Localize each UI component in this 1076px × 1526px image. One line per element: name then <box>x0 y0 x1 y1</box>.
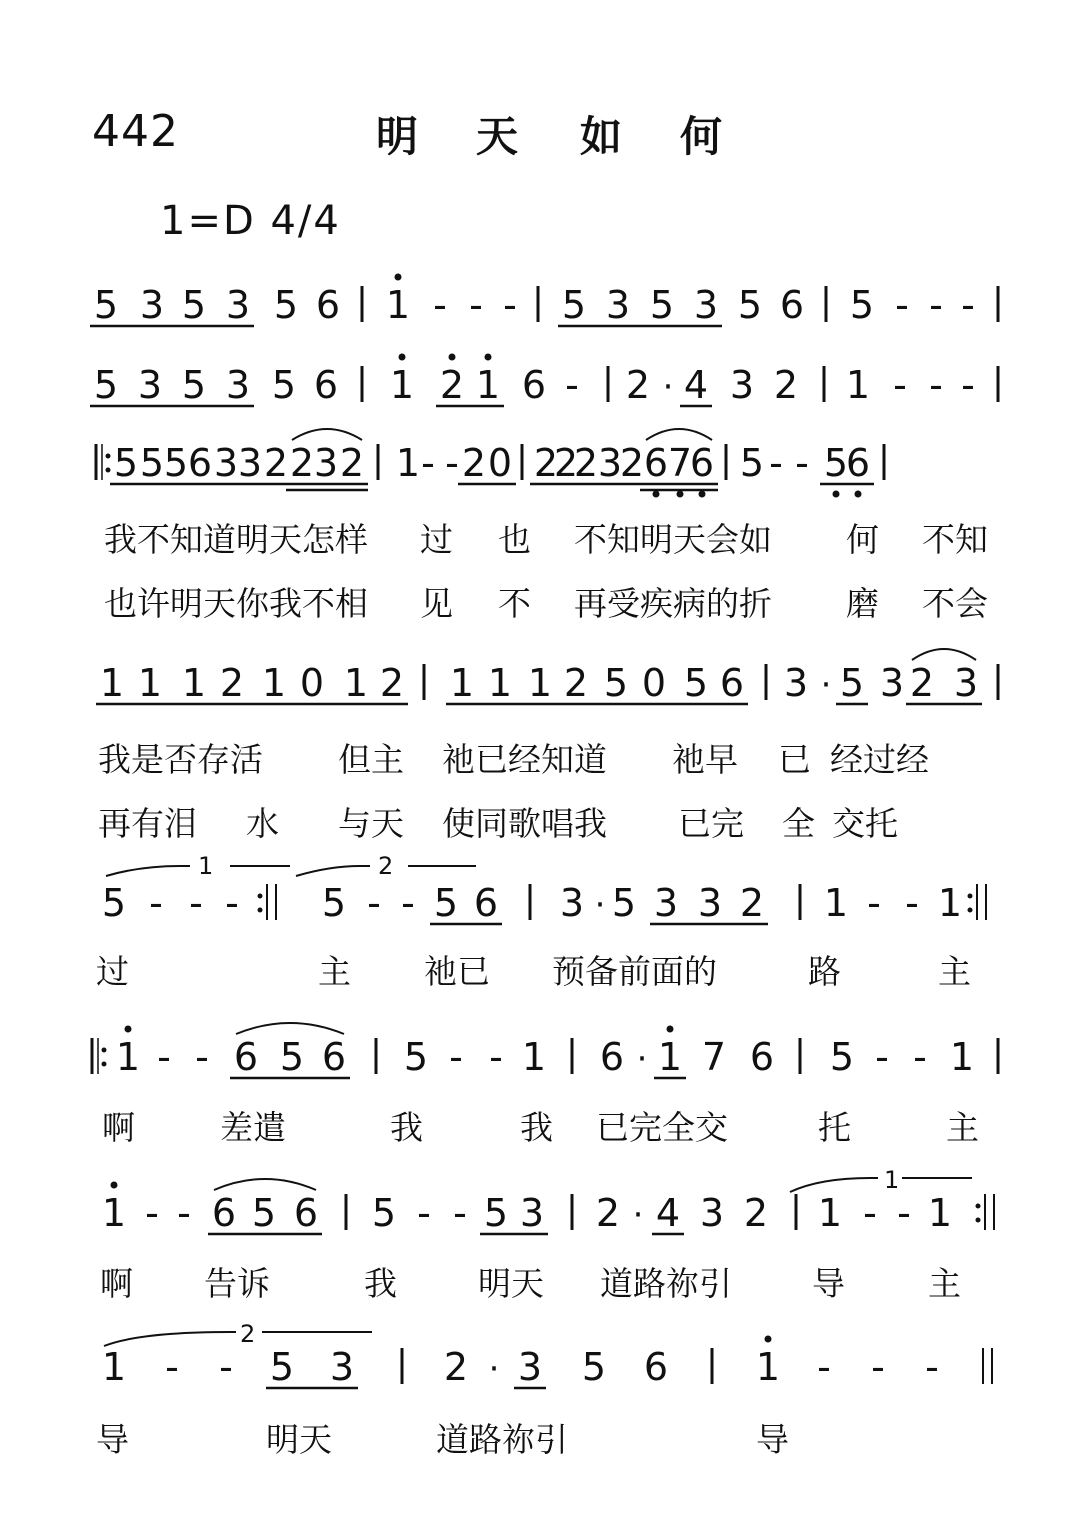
lyric: 水 <box>246 804 279 843</box>
lyric: 道路祢引 <box>600 1264 732 1303</box>
note: 2 <box>909 661 935 705</box>
lyric: 也许明天你我不相 <box>104 584 368 623</box>
note: 2 <box>625 363 651 407</box>
slur <box>292 429 362 440</box>
note: · <box>488 1349 500 1389</box>
lyric: 过 <box>96 952 129 991</box>
score-line-4 <box>0 654 1076 714</box>
note: 3 <box>139 283 165 327</box>
dash: - <box>769 441 783 485</box>
lyrics-line-6 <box>0 1102 1076 1146</box>
lyrics-line-5 <box>0 946 1076 990</box>
dash: - <box>145 1191 159 1235</box>
lyric: 路 <box>808 952 841 991</box>
barline <box>968 884 987 920</box>
note: 5 <box>181 363 207 407</box>
note: 5 <box>269 1345 295 1389</box>
lyric: 已完 <box>678 804 744 843</box>
score-line-5 <box>0 874 1076 934</box>
note: 5 <box>649 283 675 327</box>
note: 1 <box>949 1035 975 1079</box>
note: 6 <box>211 1191 237 1235</box>
note: 1 <box>845 363 871 407</box>
note: 2 <box>573 441 599 485</box>
lyric: 预备前面的 <box>552 952 717 991</box>
lyric: 主 <box>318 952 351 991</box>
octave-dot <box>449 354 456 361</box>
lyric: 不知 <box>922 520 988 559</box>
octave-dot <box>855 491 862 498</box>
dash: - <box>929 363 943 407</box>
dash: - <box>929 283 943 327</box>
note: 5 <box>371 1191 397 1235</box>
note: 2 <box>595 1191 621 1235</box>
note: 1 <box>823 881 849 925</box>
score-line-8 <box>0 1338 1076 1398</box>
note: 6 <box>689 441 715 485</box>
dash: - <box>867 881 881 925</box>
lyric: 我是否存活 <box>98 740 263 779</box>
note: 3 <box>953 661 979 705</box>
slur <box>912 649 976 660</box>
hymn-number: 442 <box>92 106 179 157</box>
note: 6 <box>643 1345 669 1389</box>
note: 2 <box>339 441 365 485</box>
note: 5 <box>683 661 709 705</box>
dash: - <box>925 1345 939 1389</box>
note: 5 <box>403 1035 429 1079</box>
volta-label-3: 1 <box>884 1166 900 1194</box>
lyrics-line-7 <box>0 1258 1076 1302</box>
octave-dot <box>765 1336 772 1343</box>
lyric: 也 <box>498 520 531 559</box>
lyrics-line-4b <box>0 798 1076 842</box>
note: 2 <box>553 441 579 485</box>
lyric: 主 <box>946 1108 979 1147</box>
title-char-1: 明 <box>376 112 419 161</box>
lyric: 导 <box>756 1420 789 1459</box>
note: 2 <box>773 363 799 407</box>
dash: - <box>453 1191 467 1235</box>
note: 3 <box>313 441 339 485</box>
lyric: 见 <box>420 584 453 623</box>
dash: - <box>905 881 919 925</box>
note: 3 <box>517 1345 543 1389</box>
lyrics-line-3b <box>0 578 1076 622</box>
note: 2 <box>443 1345 469 1389</box>
dash: - <box>401 881 415 925</box>
lyric: 何 <box>846 520 879 559</box>
dash: - <box>449 1035 463 1079</box>
title-char-4: 何 <box>680 112 723 161</box>
note: 6 <box>473 881 499 925</box>
score-line-6 <box>0 1028 1076 1088</box>
dash: - <box>897 1191 911 1235</box>
note: 6 <box>719 661 745 705</box>
note: · <box>820 665 832 705</box>
lyrics-line-4a <box>0 734 1076 778</box>
barline <box>92 1038 107 1074</box>
lyric: 经过经 <box>830 740 929 779</box>
slur <box>646 429 712 440</box>
note: 5 <box>739 441 765 485</box>
dash: - <box>421 441 435 485</box>
note: 0 <box>641 661 667 705</box>
note: 1 <box>521 1035 547 1079</box>
note: 1 <box>475 363 501 407</box>
note: 1 <box>449 661 475 705</box>
dash: - <box>489 1035 503 1079</box>
lyric: 祂已经知道 <box>442 740 607 779</box>
dash: - <box>177 1191 191 1235</box>
note: 5 <box>849 283 875 327</box>
lyric: 托 <box>818 1108 851 1147</box>
note: 1 <box>487 661 513 705</box>
note: 4 <box>655 1191 681 1235</box>
note: 3 <box>699 1191 725 1235</box>
lyric: 交托 <box>832 804 898 843</box>
note: · <box>632 1195 644 1235</box>
note: 5 <box>251 1191 277 1235</box>
note: 3 <box>137 363 163 407</box>
note: 5 <box>581 1345 607 1389</box>
octave-dot <box>125 1026 132 1033</box>
note: 3 <box>879 661 905 705</box>
lyric: 祂早 <box>672 740 738 779</box>
octave-dot <box>677 491 684 498</box>
note: 2 <box>379 661 405 705</box>
lyric: 使同歌唱我 <box>442 804 607 843</box>
dash: - <box>445 441 459 485</box>
lyric: 不知明天会如 <box>574 520 772 559</box>
note: 3 <box>237 441 263 485</box>
lyric: 道路祢引 <box>436 1420 568 1459</box>
octave-dot <box>833 491 840 498</box>
note: 6 <box>313 363 339 407</box>
note: 2 <box>619 441 645 485</box>
dash: - <box>417 1191 431 1235</box>
volta-label-4: 2 <box>240 1320 256 1348</box>
note: 1 <box>527 661 553 705</box>
lyric: 明天 <box>478 1264 544 1303</box>
title-char-2: 天 <box>476 112 519 161</box>
dash: - <box>165 1345 179 1389</box>
note: 6 <box>779 283 805 327</box>
note: 3 <box>213 441 239 485</box>
lyric: 我不知道明天怎样 <box>104 520 368 559</box>
note: 1 <box>101 1191 127 1235</box>
note: 3 <box>729 363 755 407</box>
lyric: 我 <box>390 1108 423 1147</box>
note: 5 <box>163 441 189 485</box>
note: 3 <box>653 881 679 925</box>
lyric: 我 <box>364 1264 397 1303</box>
dash: - <box>565 363 579 407</box>
dash: - <box>157 1035 171 1079</box>
octave-dot <box>111 1182 118 1189</box>
lyric: 主 <box>928 1264 961 1303</box>
note: 3 <box>519 1191 545 1235</box>
dash: - <box>469 283 483 327</box>
score-line-1 <box>0 276 1076 336</box>
key-signature: 1=D 4/4 <box>160 198 341 244</box>
note: 3 <box>559 881 585 925</box>
barline <box>258 884 277 920</box>
note: 1 <box>99 661 125 705</box>
note: 6 <box>293 1191 319 1235</box>
note: 2 <box>533 441 559 485</box>
note: 5 <box>829 1035 855 1079</box>
note: 7 <box>701 1035 727 1079</box>
note: 2 <box>461 441 487 485</box>
note: 6 <box>749 1035 775 1079</box>
dash: - <box>871 1345 885 1389</box>
volta-label-2: 2 <box>378 852 394 880</box>
score-line-2 <box>0 356 1076 416</box>
note: 1 <box>261 661 287 705</box>
note: 5 <box>483 1191 509 1235</box>
octave-dot <box>699 491 706 498</box>
lyric: 啊 <box>102 1108 135 1147</box>
dash: - <box>913 1035 927 1079</box>
note: 5 <box>823 441 849 485</box>
barline <box>976 1194 995 1230</box>
note: 2 <box>219 661 245 705</box>
note: 2 <box>263 441 289 485</box>
lyric: 再受疾病的折 <box>574 584 772 623</box>
note: 5 <box>737 283 763 327</box>
octave-dot <box>395 274 402 281</box>
lyric: 差遣 <box>220 1108 286 1147</box>
dash: - <box>225 881 239 925</box>
lyric: 但主 <box>338 740 404 779</box>
lyric: 磨 <box>846 584 879 623</box>
lyric: 告诉 <box>204 1264 270 1303</box>
title-char-3: 如 <box>580 112 623 161</box>
dash: - <box>195 1035 209 1079</box>
octave-dot <box>485 354 492 361</box>
note: 7 <box>667 441 693 485</box>
note: 1 <box>389 363 415 407</box>
note: 1 <box>817 1191 843 1235</box>
dash: - <box>893 363 907 407</box>
note: 3 <box>697 881 723 925</box>
dash: - <box>189 881 203 925</box>
note: 1 <box>115 1035 141 1079</box>
lyric: 啊 <box>100 1264 133 1303</box>
note: 5 <box>561 283 587 327</box>
dash: - <box>433 283 447 327</box>
note: · <box>662 367 674 407</box>
note: 0 <box>487 441 513 485</box>
volta-label-1: 1 <box>198 852 214 880</box>
dash: - <box>863 1191 877 1235</box>
note: 5 <box>113 441 139 485</box>
octave-dot <box>653 491 660 498</box>
score-line-3 <box>0 434 1076 494</box>
lyrics-line-3a <box>0 514 1076 558</box>
lyric: 我 <box>520 1108 553 1147</box>
note: 5 <box>321 881 347 925</box>
lyric: 已完全交 <box>596 1108 728 1147</box>
note: 1 <box>657 1035 683 1079</box>
note: 4 <box>683 363 709 407</box>
note: 6 <box>187 441 213 485</box>
note: 3 <box>225 283 251 327</box>
note: 3 <box>605 283 631 327</box>
score-line-7 <box>0 1184 1076 1244</box>
lyric: 已 <box>778 740 811 779</box>
note: 3 <box>783 661 809 705</box>
note: 5 <box>93 363 119 407</box>
lyrics-line-8 <box>0 1414 1076 1458</box>
note: 6 <box>643 441 669 485</box>
dash: - <box>961 283 975 327</box>
dash: - <box>219 1345 233 1389</box>
note: · <box>594 885 606 925</box>
lyric: 不会 <box>922 584 988 623</box>
note: 3 <box>225 363 251 407</box>
lyric: 导 <box>96 1420 129 1459</box>
note: 6 <box>321 1035 347 1079</box>
dash: - <box>795 441 809 485</box>
note: 5 <box>273 283 299 327</box>
note: 5 <box>279 1035 305 1079</box>
barline <box>96 444 111 480</box>
note: 1 <box>927 1191 953 1235</box>
note: 6 <box>845 441 871 485</box>
note: 5 <box>611 881 637 925</box>
note: 3 <box>597 441 623 485</box>
note: 1 <box>385 283 411 327</box>
lyric: 过 <box>420 520 453 559</box>
note: · <box>636 1039 648 1079</box>
note: 2 <box>289 441 315 485</box>
note: 1 <box>395 441 421 485</box>
note: 2 <box>739 881 765 925</box>
note: 3 <box>329 1345 355 1389</box>
octave-dot <box>667 1026 674 1033</box>
note: 1 <box>137 661 163 705</box>
note: 1 <box>181 661 207 705</box>
dash: - <box>875 1035 889 1079</box>
note: 1 <box>937 881 963 925</box>
note: 1 <box>101 1345 127 1389</box>
lyric: 祂已 <box>424 952 490 991</box>
lyric: 明天 <box>266 1420 332 1459</box>
note: 2 <box>439 363 465 407</box>
lyric: 再有泪 <box>98 804 197 843</box>
octave-dot <box>399 354 406 361</box>
note: 5 <box>603 661 629 705</box>
lyric: 主 <box>938 952 971 991</box>
note: 5 <box>101 881 127 925</box>
note: 5 <box>139 441 165 485</box>
note: 5 <box>839 661 865 705</box>
note: 2 <box>563 661 589 705</box>
note: 5 <box>181 283 207 327</box>
slur <box>236 1023 344 1034</box>
lyric: 全 <box>782 804 815 843</box>
lyric: 不 <box>498 584 531 623</box>
dash: - <box>895 283 909 327</box>
dash: - <box>961 363 975 407</box>
lyric: 导 <box>812 1264 845 1303</box>
note: 2 <box>743 1191 769 1235</box>
dash: - <box>503 283 517 327</box>
note: 1 <box>343 661 369 705</box>
barline <box>983 1348 992 1384</box>
note: 1 <box>755 1345 781 1389</box>
dash: - <box>149 881 163 925</box>
note: 0 <box>299 661 325 705</box>
note: 5 <box>271 363 297 407</box>
note: 6 <box>315 283 341 327</box>
dash: - <box>367 881 381 925</box>
note: 5 <box>93 283 119 327</box>
note: 6 <box>521 363 547 407</box>
dash: - <box>817 1345 831 1389</box>
note: 5 <box>433 881 459 925</box>
lyric: 与天 <box>338 804 404 843</box>
note: 6 <box>233 1035 259 1079</box>
note: 3 <box>693 283 719 327</box>
note: 6 <box>599 1035 625 1079</box>
